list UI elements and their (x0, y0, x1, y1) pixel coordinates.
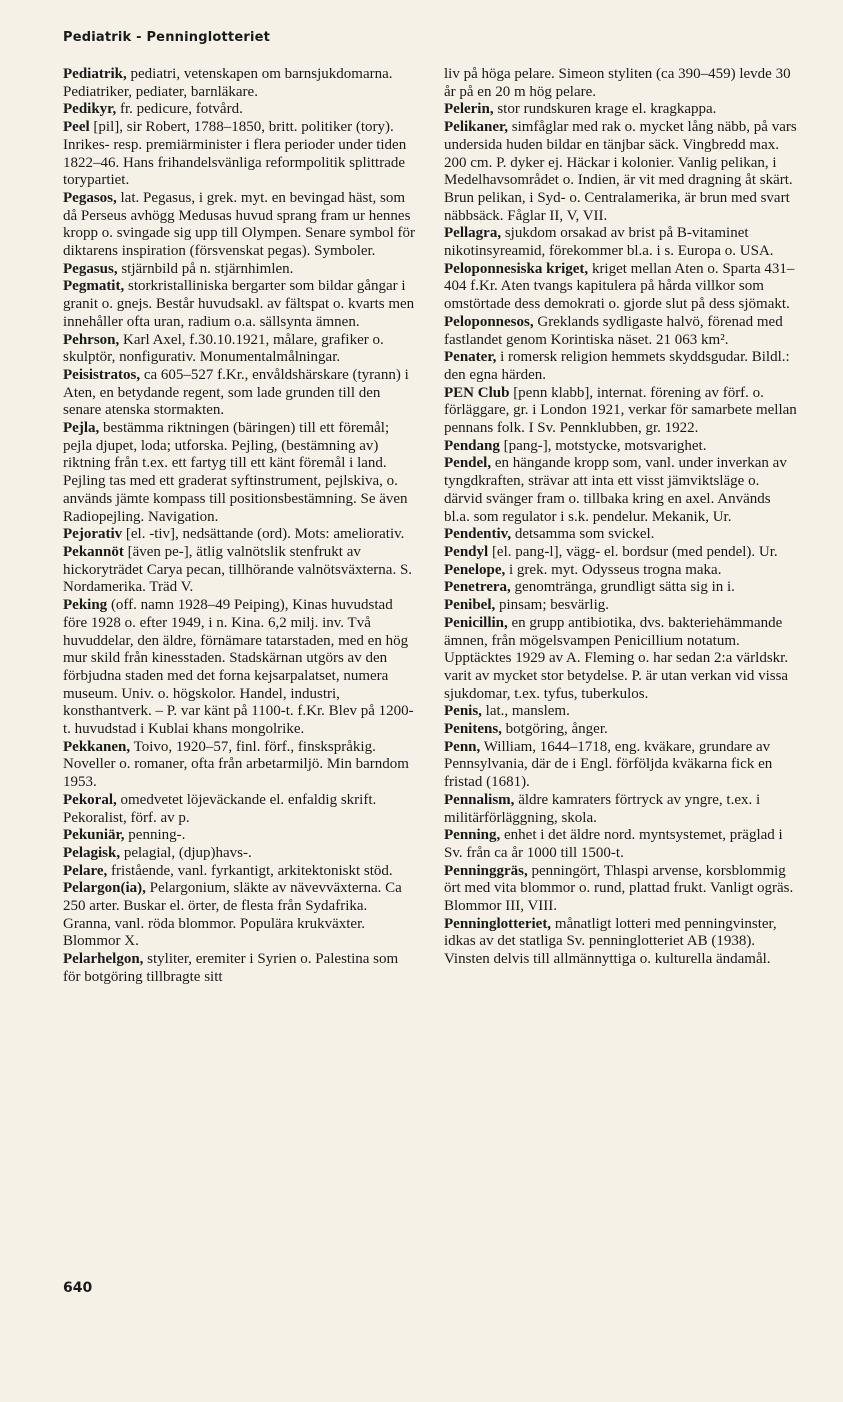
entry-headword: Penicillin, (444, 614, 508, 631)
dictionary-entry (444, 863, 797, 916)
dictionary-entry (63, 863, 416, 881)
entry-body: stor rundskuren krage el. kragkappa. (493, 101, 717, 118)
entry-headword: Penitens, (444, 721, 502, 738)
entry-body: styliter, eremiter i Syrien o. Palestina som för botgöring tillbragte sitt (63, 951, 399, 985)
entry-body: Karl Axel, f.30.10.1921, målare, grafiker o. skulptör, nonfigurativ. Monumentalmålningar. (63, 331, 384, 366)
entry-headword: Pendentiv, (444, 526, 512, 543)
entry-headword: Penninggräs, (444, 862, 528, 879)
dictionary-entry (444, 721, 797, 739)
entry-body: liv på höga pelare. Simeon styliten (ca 390–459) levde 30 år på en 20 m hög pelare. (444, 66, 791, 100)
entry-headword: Pennalism, (444, 791, 515, 808)
entry-body: storkristalliniska bergarter som bildar gångar i granit o. gnejs. Består huvudsakl. av fältspat o. kvarts men innehåller ofta uran, radium o.a. sällsynta ämnen. (63, 278, 415, 330)
entry-body: penningört, Thlaspi arvense, korsblommig ört med vita blommor o. rund, plattad frukt. Vanligt ogräs. Blommor III, VIII. (444, 862, 794, 915)
dictionary-entry (444, 438, 797, 456)
entry-body: sjukdom orsakad av brist på B-vitaminet nikotinsyreamid, förekommer bl.a. i s. Europa o. USA. (444, 225, 774, 260)
dictionary-entry (444, 703, 797, 721)
entry-headword: Pelare, (63, 862, 108, 879)
entry-headword: Penning, (444, 827, 501, 844)
dictionary-entry (444, 739, 797, 792)
entry-body: pinsam; besvärlig. (495, 597, 609, 614)
dictionary-entry (444, 349, 797, 384)
entry-headword: Pendel, (444, 455, 492, 472)
entry-body: äldre kamraters förtryck av yngre, t.ex. i militärförläggning, skola. (444, 791, 761, 826)
dictionary-entry (444, 314, 797, 349)
dictionary-entry (63, 278, 416, 331)
dictionary-entry (444, 66, 797, 101)
entry-headword: Penibel, (444, 597, 496, 614)
entry-body: fristående, vanl. fyrkantigt, arkitektoniskt stöd. (107, 862, 393, 879)
entry-body: i grek. myt. Odysseus trogna maka. (505, 561, 722, 578)
entry-headword: Peking (63, 597, 108, 614)
entry-headword: Penis, (444, 703, 482, 720)
dictionary-entry (63, 119, 416, 190)
running-header: Pediatrik - Penninglotteriet (63, 30, 271, 45)
entry-body: detsamma som svickel. (511, 526, 655, 543)
entry-headword: Pelarhelgon, (63, 951, 144, 968)
dictionary-entry (444, 597, 797, 615)
entry-headword: Pellagra, (444, 225, 502, 242)
dictionary-entry (444, 261, 797, 314)
dictionary-entry (63, 544, 416, 597)
entry-headword: Pendyl (444, 543, 489, 560)
entry-headword: Pendang (444, 437, 500, 454)
entry-headword: Pelerin, (444, 101, 494, 118)
dictionary-entry (63, 827, 416, 845)
entry-body: (off. namn 1928–49 Peiping), Kinas huvudstad före 1928 o. efter 1949, i n. Kina. 6,2 milj. inv. Två huvuddelar, den äldre, förnämare tatarstaden, med en hög mur skild från kinesstaden. Stadskärnan utgörs av den förbjudna staden med det forna kejsarpalatset, numera museum. Univ. o. högskolor. Handel, industri, konsthantverk. – P. var känt på 1100-t. f.Kr. Blev på 1200-t. huvudstad i Kublai khans mongolrike. (63, 597, 414, 738)
entry-body: [pang-], motstycke, motsvarighet. (499, 437, 707, 454)
entry-headword: Pegasos, (63, 189, 117, 206)
entry-headword: Penn, (444, 738, 481, 755)
dictionary-entry (63, 526, 416, 544)
entry-headword: Pekannöt (63, 543, 124, 560)
entry-headword: Pelagisk, (63, 844, 121, 861)
entry-headword: Pedikyr, (63, 101, 117, 118)
entry-headword: Pekoral, (63, 791, 117, 808)
left-column (63, 66, 416, 987)
dictionary-entry (63, 597, 416, 739)
page-number: 640 (63, 1280, 93, 1296)
entry-headword: Pekkanen, (63, 738, 131, 755)
dictionary-entry (444, 526, 797, 544)
dictionary-entry (444, 827, 797, 862)
entry-body: månatligt lotteri med penningvinster, idkas av det statliga Sv. penninglotteriet AB (1938). Vinsten delvis till allmännyttiga o. kulturella ändamål. (444, 915, 777, 968)
dictionary-entry (63, 739, 416, 792)
entry-body: [penn klabb], internat. förening av förf. o. förläggare, gr. i London 1921, verkar för samarbete mellan pennans folk. I Sv. Pennklubben, gr. 1922. (444, 384, 797, 437)
dictionary-entry (63, 101, 416, 119)
entry-body: en hängande kropp som, vanl. under inverkan av tyngdkraften, strävar att inta ett visst jämviktsläge o. därvid svänger fram o. tillbaka kring en axel. Används bl.a. som regulator i s.k. pendelur. Mekanik, Ur. (444, 455, 787, 525)
entry-headword: Penetrera, (444, 579, 511, 596)
entry-headword: PEN Club (444, 384, 510, 401)
entry-body: [även pe-], ätlig valnötslik stenfrukt av hickoryträdet Carya pecan, tillhörande valnötsväxterna. S. Nordamerika. Träd V. (63, 543, 413, 596)
dictionary-entry (444, 385, 797, 438)
dictionary-entry (63, 792, 416, 827)
entry-body: [pil], sir Robert, 1788–1850, britt. politiker (tory). Inrikes- resp. premiärminister i flera perioder under tiden 1822–46. Hans frihandelsvänliga reformpolitik splittrade torypartiet. (63, 119, 407, 189)
entry-body: pediatri, vetenskapen om barnsjukdomarna. Pediatriker, pediater, barnläkare. (63, 66, 393, 100)
entry-body: [el. -tiv], nedsättande (ord). Mots: ameliorativ. (122, 526, 405, 543)
entry-headword: Pelikaner, (444, 119, 509, 136)
dictionary-entry (444, 544, 797, 562)
entry-headword: Pegmatit, (63, 278, 125, 295)
entry-headword: Penninglotteriet, (444, 915, 552, 932)
entry-body: William, 1644–1718, eng. kväkare, grundare av Pennsylvania, där de i Engl. förföljda kväkarna fick en fristad (1681). (444, 738, 773, 791)
entry-headword: Pehrson, (63, 331, 120, 348)
dictionary-entry (63, 190, 416, 261)
dictionary-entry (63, 367, 416, 420)
dictionary-entry (444, 101, 797, 119)
entry-body: i romersk religion hemmets skyddsgudar. Bildl.: den egna härden. (444, 349, 790, 383)
entry-headword: Pelargon(ia), (63, 880, 146, 897)
entry-body: ca 605–527 f.Kr., envåldshärskare (tyrann) i Aten, en betydande regent, som lade grunden till den senare atenska stormakten. (63, 366, 409, 419)
dictionary-entry (444, 916, 797, 969)
dictionary-entry (63, 420, 416, 526)
dictionary-entry (63, 261, 416, 279)
entry-body: omedvetet löjeväckande el. enfaldig skrift. Pekoralist, förf. av p. (63, 791, 377, 826)
entry-headword: Penelope, (444, 561, 506, 578)
dictionary-entry (444, 562, 797, 580)
dictionary-entry (444, 579, 797, 597)
entry-body: simfåglar med rak o. mycket lång näbb, på vars undersida huden bildar en tänjbar säck. Vingbredd max. 200 cm. P. dyker ej. Häckar i kolonier. Vanlig pelikan, i Medelhavsområdet o. Indien, är vit med dragning åt skärt. Brun pelikan, i Syd- o. Centralamerika, är brun med svart näbbsäck. Fåglar II, V, VII. (444, 119, 797, 224)
entry-body: kriget mellan Aten o. Sparta 431–404 f.Kr. Aten tvangs kapitulera på hårda villkor som omstörtade dess demokrati o. gjorde slut på dess sjömakt. (444, 260, 795, 313)
dictionary-entry (63, 951, 416, 986)
entry-headword: Pejla, (63, 420, 100, 437)
entry-headword: Pekuniär, (63, 827, 125, 844)
entry-body: penning-. (124, 827, 186, 844)
entry-body: Toivo, 1920–57, finl. förf., finskspråkig. Noveller o. romaner, ofta från arbetarmiljö. Min barndom 1953. (63, 738, 409, 791)
entry-body: Greklands sydligaste halvö, förenad med fastlandet genom Korintiska näset. 21 063 km². (444, 313, 783, 348)
entry-body: pelagial, (djup)havs-. (120, 844, 252, 861)
entry-body: enhet i det äldre nord. myntsystemet, präglad i Sv. från ca år 1000 till 1500-t. (444, 827, 783, 861)
entry-body: lat. Pegasus, i grek. myt. en bevingad häst, som då Perseus avhögg Medusas huvud sprang fram ur hennes kropp o. svingade sig upp till Olympen. Senare symbol för diktarens inspiration (försvenskat pegas). Symboler. (63, 189, 416, 260)
entry-body: fr. pedicure, fotvård. (116, 101, 243, 118)
entry-headword: Peel (63, 119, 90, 136)
entry-headword: Peisistratos, (63, 366, 141, 383)
entry-headword: Pegasus, (63, 260, 118, 277)
entry-body: botgöring, ånger. (501, 721, 608, 738)
dictionary-entry (63, 845, 416, 863)
dictionary-entry (444, 792, 797, 827)
entry-body: Pelargonium, släkte av nävevväxterna. Ca 250 arter. Buskar el. örter, de flesta från Sydafrika. Granna, vanl. röda blommor. Populära krukväxter. Blommor X. (63, 880, 402, 950)
dictionary-entry (63, 880, 416, 951)
dictionary-entry (63, 332, 416, 367)
entry-body: stjärnbild på n. stjärnhimlen. (117, 260, 294, 277)
entry-body: bestämma riktningen (bäringen) till ett föremål; pejla djupet, loda; utforska. Pejling, (bestämning av) riktning från t.ex. ett fartyg till ett känt föremål i land. Pejling tas med ett graderat syftinstrument, pejlskiva, o. används jämte kompass till positionsbestämning. Se även Radiopejling. Navigation. (63, 420, 408, 525)
entry-headword: Peloponnesos, (444, 313, 534, 330)
entry-body: genomtränga, grundligt sätta sig in i. (510, 579, 735, 596)
entry-headword: Pediatrik, (63, 66, 127, 82)
entry-body: [el. pang-l], vägg- el. bordsur (med pendel). Ur. (488, 543, 778, 560)
dictionary-entry (444, 615, 797, 704)
entry-body: lat., manslem. (481, 703, 570, 720)
right-column (444, 66, 797, 969)
entry-headword: Pejorativ (63, 526, 123, 543)
entry-body: en grupp antibiotika, dvs. bakteriehämmande ämnen, från mögelsvampen Penicillium notatum. Upptäcktes 1929 av A. Fleming o. har sedan 2:a världskr. varit av mycket stor betydelse. P. är utan verkan vid vissa sjukdomar, t.ex. tyfus, tuberkulos. (444, 614, 789, 702)
dictionary-entry (63, 66, 416, 101)
entry-headword: Peloponnesiska kriget, (444, 260, 589, 277)
entry-headword: Penater, (444, 349, 497, 366)
dictionary-entry (444, 455, 797, 526)
dictionary-entry (444, 119, 797, 225)
dictionary-entry (444, 225, 797, 260)
